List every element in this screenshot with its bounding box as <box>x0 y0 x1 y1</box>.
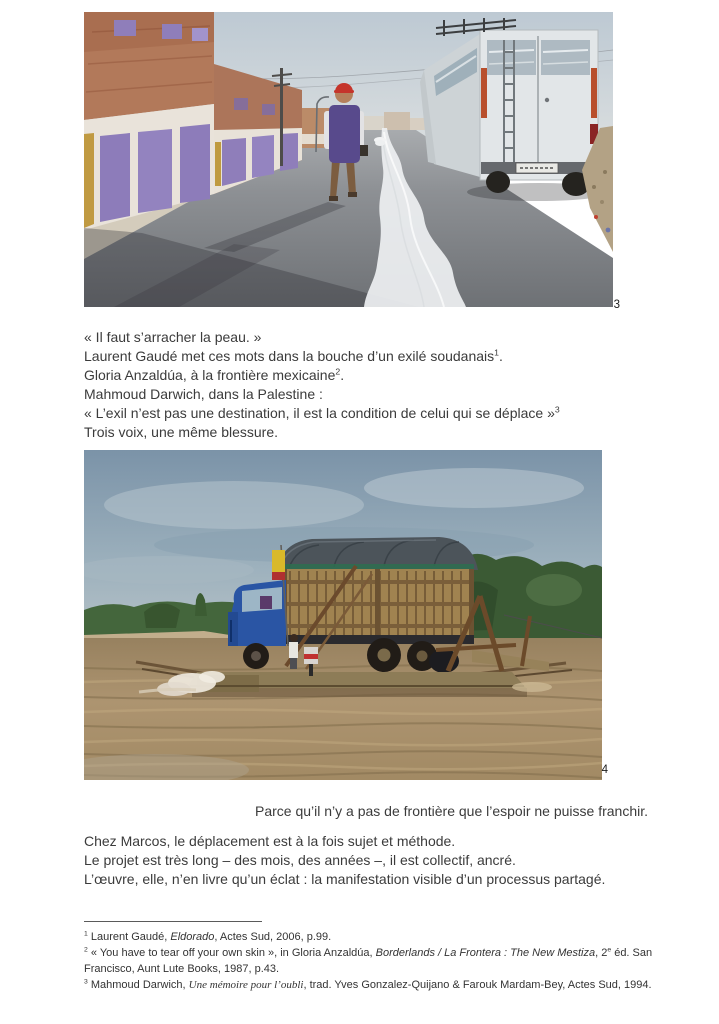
footnote-3: $^3$ Mahmoud Darwich, Une mémoire pour l’oubli, trad. Yves Gonzalez-Quijano & Farouk Mardam-Bey, Actes Sud, 1994. <box>84 978 652 991</box>
figure-number-4: 4 <box>601 763 608 776</box>
footnote-2: $^2$ « You have to tear off your own skin », in Gloria Anzaldúa, Borderlands / La Frontera : The New Mestiza, 2e éd. San Francisco, Aunt Lute Books, 1987, p.43. <box>84 946 653 975</box>
text-line: « Il faut s’arracher la peau. » <box>84 329 262 345</box>
book-title-italic: Borderlands / La Frontera : The New Mestiza <box>375 947 596 959</box>
footnote-ref-1: 1 <box>494 347 499 358</box>
text-line: Laurent Gaudé met ces mots dans la bouche d’un exilé soudanais$^1$. <box>84 347 503 364</box>
text-line: Trois voix, une même blessure. <box>84 424 278 440</box>
text-line: Chez Marcos, le déplacement est à la fois sujet et méthode. <box>84 833 456 849</box>
footnote-ref-3: 3 <box>554 404 560 415</box>
footnote-marker-2: 2 <box>84 946 88 954</box>
ordinal-superscript: e <box>607 946 612 954</box>
footnote-marker-1: 1 <box>84 930 88 938</box>
text-line: Gloria Anzaldúa, à la frontière mexicaine$^2$. <box>84 366 345 383</box>
text-line: « L’exil n’est pas une destination, il est la condition de celui qui se déplace »$^3$ <box>84 404 560 421</box>
figure-ferry <box>84 450 608 780</box>
paragraph-marcos <box>84 832 654 889</box>
footnote-1: $^1$ Laurent Gaudé, Eldorado, Actes Sud, 2006, p.99. <box>84 930 332 943</box>
figure-street <box>84 12 620 311</box>
footnote-ref-2: 2 <box>335 366 341 377</box>
book-title-italic-serif: Une mémoire pour l’oubli <box>188 979 304 991</box>
footnote-marker-3: 3 <box>84 978 88 986</box>
ferry-photo <box>84 450 602 780</box>
text-line: L’œuvre, elle, n’en livre qu’un éclat : la manifestation visible d’un processus partagé. <box>84 871 606 887</box>
text-line: Mahmoud Darwich, dans la Palestine : <box>84 386 323 402</box>
footnotes-block <box>84 929 660 993</box>
street-photo <box>84 12 613 307</box>
footnote-separator <box>84 921 262 922</box>
book-title-italic: Eldorado <box>170 931 215 943</box>
paragraph-exile-voices <box>84 328 654 442</box>
text-line: Le projet est très long – des mois, des années –, il est collectif, ancré. <box>84 852 516 868</box>
figure-number-3: 3 <box>613 298 620 311</box>
pull-quote-line: Parce qu’il n’y a pas de frontière que l’espoir ne puisse franchir. <box>255 803 648 819</box>
